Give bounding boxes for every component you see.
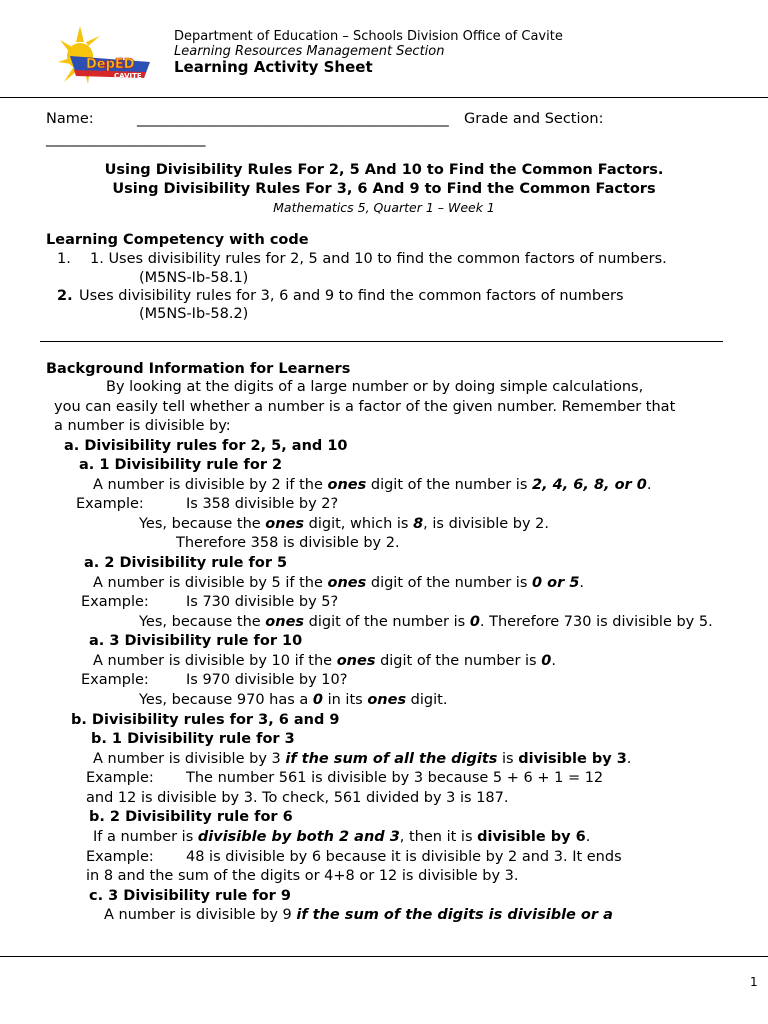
logo-text: DepED [86, 57, 135, 72]
competency-item1-code: (M5NS-Ib-58.1) [139, 270, 249, 286]
rule-a2-example-label: Example: [81, 594, 149, 610]
background-intro-line3: a number is divisible by: [54, 418, 231, 434]
grade-section-field[interactable]: ______________________ [46, 131, 206, 147]
background-intro-line2: you can easily tell whether a number is a factor of the given number. Remember that [54, 399, 676, 415]
rule-b1-example-text: The number 561 is divisible by 3 because 5 + 6 + 1 = 12 [186, 770, 604, 786]
sheet-title: Learning Activity Sheet [174, 58, 373, 76]
footer-divider [0, 956, 768, 957]
doc-title-line1: Using Divisibility Rules For 2, 5 And 10 to Find the Common Factors. [104, 162, 664, 178]
dept-name: Department of Education – Schools Division Office of Cavite [174, 29, 563, 44]
rule-b2-text: If a number is divisible by both 2 and 3, then it is divisible by 6. [93, 829, 591, 845]
rule-a3-text: A number is divisible by 10 if the ones digit of the number is 0. [93, 653, 556, 669]
rule-a1-heading: a. 1 Divisibility rule for 2 [79, 457, 283, 473]
rules-a-heading: a. Divisibility rules for 2, 5, and 10 [64, 438, 348, 454]
rule-b1-heading: b. 1 Divisibility rule for 3 [91, 731, 295, 747]
section-name: Learning Resources Management Section [174, 44, 445, 59]
competency-item1-number: 1. [57, 251, 71, 267]
rule-a3-example-question: Is 970 divisible by 10? [186, 672, 348, 688]
rule-a1-example-label: Example: [76, 496, 144, 512]
rule-a1-conclusion: Therefore 358 is divisible by 2. [176, 535, 400, 551]
rule-b1-example-continued: and 12 is divisible by 3. To check, 561 divided by 3 is 187. [86, 790, 509, 806]
rules-b-heading: b. Divisibility rules for 3, 6 and 9 [71, 712, 340, 728]
rule-b2-heading: b. 2 Divisibility rule for 6 [89, 809, 293, 825]
name-field[interactable]: ___________________________________________ [137, 111, 449, 127]
competency-item2-number: 2. [57, 288, 73, 304]
rule-b2-example-label: Example: [86, 849, 154, 865]
competency-heading: Learning Competency with code [46, 232, 309, 248]
rule-a1-answer: Yes, because the ones digit, which is 8, is divisible by 2. [139, 516, 549, 532]
rule-a2-heading: a. 2 Divisibility rule for 5 [84, 555, 288, 571]
rule-b2-example-text: 48 is divisible by 6 because it is divisible by 2 and 3. It ends [186, 849, 622, 865]
rule-a3-example-label: Example: [81, 672, 149, 688]
rule-b1-text: A number is divisible by 3 if the sum of all the digits is divisible by 3. [93, 751, 632, 767]
rule-c3-heading: c. 3 Divisibility rule for 9 [89, 888, 291, 904]
logo-sub: CAVITE [114, 72, 142, 80]
name-label: Name: [46, 111, 94, 127]
rule-a1-text: A number is divisible by 2 if the ones digit of the number is 2, 4, 6, 8, or 0. [93, 477, 652, 493]
rule-b1-example-label: Example: [86, 770, 154, 786]
rule-a3-answer: Yes, because 970 has a 0 in its ones digit. [139, 692, 448, 708]
rule-b2-example-continued: in 8 and the sum of the digits or 4+8 or 12 is divisible by 3. [86, 868, 519, 884]
grade-section-label: Grade and Section: [464, 111, 604, 127]
competency-item1: 1. Uses divisibility rules for 2, 5 and 10 to find the common factors of numbers. [90, 251, 667, 267]
doc-title-line2: Using Divisibility Rules For 3, 6 And 9 to Find the Common Factors [112, 181, 656, 197]
rule-a2-answer: Yes, because the ones digit of the number is 0. Therefore 730 is divisible by 5. [139, 614, 713, 630]
section-divider [40, 341, 723, 342]
rule-c3-text: A number is divisible by 9 if the sum of the digits is divisible or a [104, 907, 613, 923]
competency-item2: Uses divisibility rules for 3, 6 and 9 to find the common factors of numbers [79, 288, 624, 304]
rule-a2-text: A number is divisible by 5 if the ones digit of the number is 0 or 5. [93, 575, 585, 591]
rule-a1-example-question: Is 358 divisible by 2? [186, 496, 339, 512]
background-heading: Background Information for Learners [46, 361, 351, 377]
rule-a3-heading: a. 3 Divisibility rule for 10 [89, 633, 303, 649]
deped-cavite-logo [58, 22, 158, 88]
page-number: 1 [750, 975, 758, 989]
rule-a2-example-question: Is 730 divisible by 5? [186, 594, 339, 610]
doc-subtitle: Mathematics 5, Quarter 1 – Week 1 [273, 200, 495, 215]
header-divider [0, 97, 768, 98]
competency-item2-code: (M5NS-Ib-58.2) [139, 306, 249, 322]
background-intro-line1: By looking at the digits of a large number or by doing simple calculations, [106, 379, 644, 395]
